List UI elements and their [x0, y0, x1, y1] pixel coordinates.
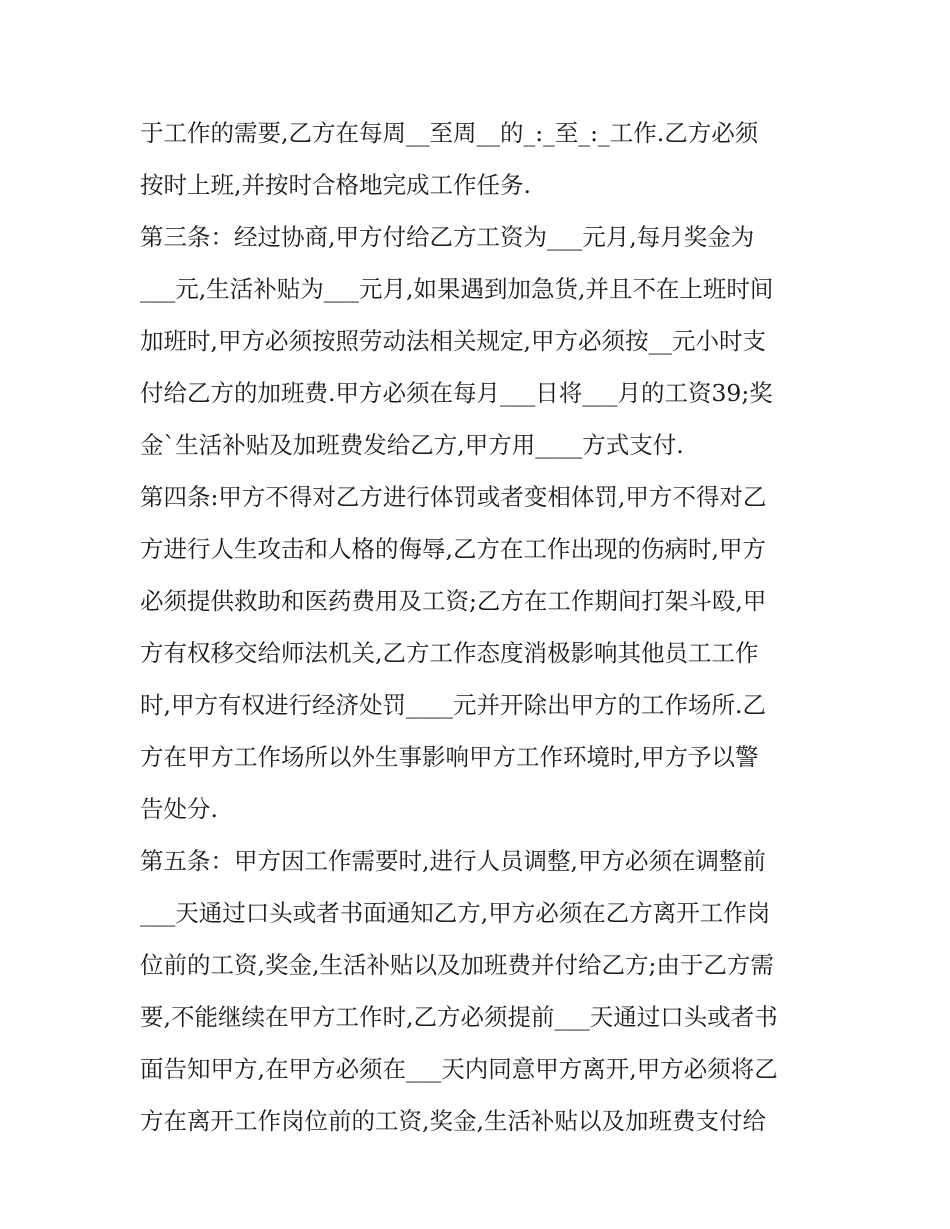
text-line: 第四条:甲方不得对乙方进行体罚或者变相体罚,甲方不得对乙	[140, 483, 767, 511]
text-line: 于工作的需要,乙方在每周__至周__的_:_至_:_工作.乙方必须	[140, 119, 759, 147]
text-line: 金`生活补贴及加班费发给乙方,甲方用____方式支付.	[140, 431, 684, 459]
text-line: ___元,生活补贴为___元月,如果遇到加急货,并且不在上班时间	[140, 275, 774, 303]
text-line: 面告知甲方,在甲方必须在___天内同意甲方离开,甲方必须将乙	[140, 1055, 778, 1083]
text-line: 位前的工资,奖金,生活补贴以及加班费并付给乙方;由于乙方需	[140, 951, 774, 979]
text-line: 要,不能继续在甲方工作时,乙方必须提前___天通过口头或者书	[140, 1003, 778, 1031]
text-line: 第三条：经过协商,甲方付给乙方工资为___元月,每月奖金为	[140, 223, 755, 251]
text-line: 加班时,甲方必须按照劳动法相关规定,甲方必须按__元小时支	[140, 327, 766, 355]
text-line: 第五条：甲方因工作需要时,进行人员调整,甲方必须在调整前	[140, 847, 766, 875]
text-line: 必须提供救助和医药费用及工资;乙方在工作期间打架斗殴,甲	[140, 587, 767, 615]
text-line: 按时上班,并按时合格地完成工作任务.	[140, 171, 531, 199]
text-line: 告处分.	[140, 795, 218, 823]
text-line: 时,甲方有权进行经济处罚____元并开除出甲方的工作场所.乙	[140, 691, 766, 719]
text-line: 方在离开工作岗位前的工资,奖金,生活补贴以及加班费支付给	[140, 1107, 766, 1135]
text-line: ___天通过口头或者书面通知乙方,甲方必须在乙方离开工作岗	[140, 899, 771, 927]
text-line: 方进行人生攻击和人格的侮辱,乙方在工作出现的伤病时,甲方	[140, 535, 766, 563]
text-line: 方在甲方工作场所以外生事影响甲方工作环境时,甲方予以警	[140, 743, 759, 771]
document-body	[140, 107, 820, 1147]
text-line: 方有权移交给师法机关,乙方工作态度消极影响其他员工工作	[140, 639, 759, 667]
text-line: 付给乙方的加班费.甲方必须在每月___日将___月的工资39;奖	[140, 379, 773, 407]
